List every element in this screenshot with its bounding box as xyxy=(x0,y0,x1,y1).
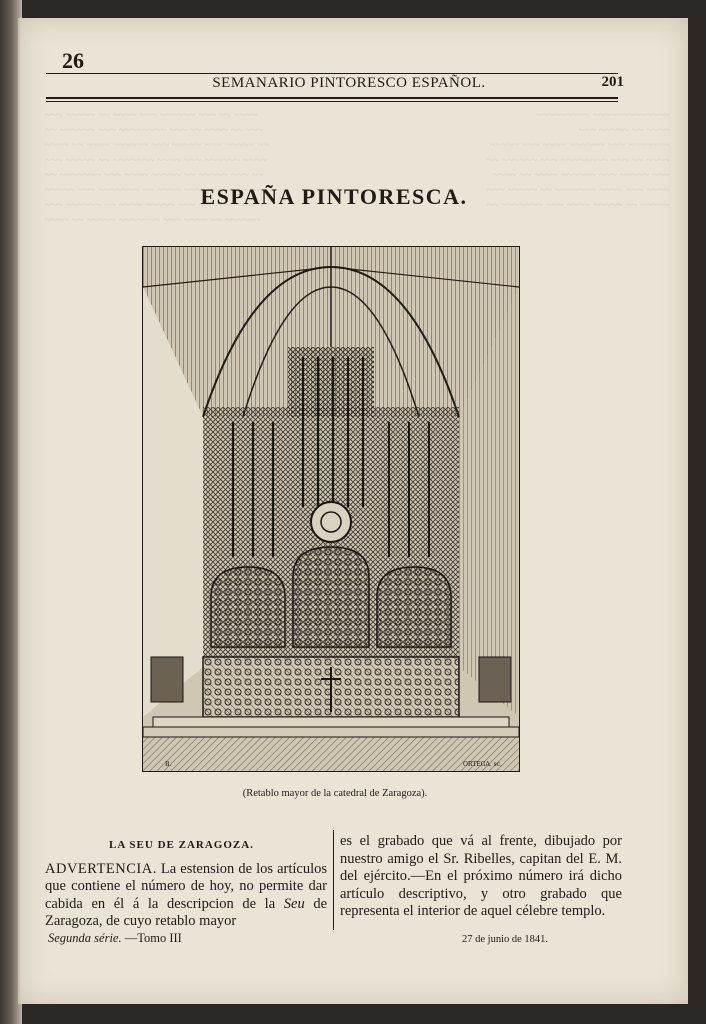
header-rule-top xyxy=(46,73,618,74)
article-column-left xyxy=(45,833,327,931)
article-title: LA SEU DE ZARAGOZA. xyxy=(109,839,254,851)
header-rule-thick xyxy=(46,97,618,99)
show-through-text-right: ~~~~~~~~~ ~~~~~~~~~~~~~ ~~~ ~~~~~ ~~ ~~~~ ~~~~~ ~~~ ~~~~ ~~~~~~ ~~~ ~~~~~~~ ~~ ~~~~~~ ~~~ ~~~~~~~~ ~~~ ~~ ~~~~ ~~~~ ~~ ~~~~ ~~~~~~ ~~~ ~~~~~ ~~~ ~~~ ~~~~~ ~~ ~~~~~~~ ~~~~ ~~~ ~~~~ ~~ ~~~~~~~ ~~~ ~~~~ ~~~~~ ~~ ~~~~~ xyxy=(486,109,670,211)
series-label: Segunda série. xyxy=(48,931,122,945)
volume-label: —Tomo III xyxy=(124,931,182,945)
engraving-caption: (Retablo mayor de la catedral de Zaragoza). xyxy=(242,788,428,799)
series-volume xyxy=(48,931,182,946)
article-paragraph-left xyxy=(45,861,327,931)
section-title: ESPAÑA PINTORESCA. xyxy=(200,184,468,209)
column-divider xyxy=(333,830,334,930)
running-title: SEMANARIO PINTORESCO ESPAÑOL. xyxy=(212,75,486,91)
issue-date: 27 de junio de 1841. xyxy=(462,934,549,945)
header-rule-thin xyxy=(46,101,618,102)
engraver-signature-left: B. xyxy=(165,761,172,768)
show-through-text-left: ~~~ ~~~~~ ~~ ~~~~ ~~~ ~~~~~~ ~~~ ~~ ~~~~ ~~ ~~~~~~ ~~~ ~~~~~~~~ ~~~ ~~ ~~~~ ~~ ~~~ ~~~~ ~~ ~~~~ ~~~~~~ ~~~ ~~~~~ ~~~ ~~~~~ ~~ ~~~ ~~~~~ ~~ ~~~~~~~ ~~~~ ~~~ ~~~~~~ ~~~~ ~~ ~~~~~~~ ~~~ ~~~~ ~~~~~ ~~ ~~~~~ ~~~ ~~ ~~~~~ ~~~ ~~~~~~~ ~~ ~~~~ ~~~~~~ ~~ ~~~~ ~~~ ~~~~~~ ~~ ~~~~ ~~~~~ ~~~ ~~~~ ~~~~~ ~ ~~~~ ~~ ~~~~~ ~~~~~~~ ~~~ ~~~~ ~~ ~~~~~~ xyxy=(45,109,270,226)
page-number-left: 26 xyxy=(62,48,84,73)
lead-word: ADVERTENCIA. xyxy=(45,860,157,877)
page-number-right: 201 xyxy=(601,74,624,90)
altarpiece-engraving xyxy=(142,246,520,772)
paragraph-text-start: La estension de los artículos que contiene el número de hoy, no permite dar cabida en él á la descripcion de la xyxy=(45,860,327,912)
paragraph-text-end: de Zaragoza, de cuyo retablo mayor xyxy=(45,895,328,929)
magazine-page xyxy=(18,18,688,1004)
engraver-signature-right: ORTEGA. sc. xyxy=(463,761,502,768)
article-column-right xyxy=(340,833,622,921)
article-paragraph-right: es el grabado que vá al frente, dibujado por nuestro amigo el Sr. Ribelles, capitan del E. M. del ejército.—En el próximo número irá dicho artículo descriptivo, y otro grabado que representa el interior de aquel célebre templo. xyxy=(340,833,622,919)
seu-word: Seu xyxy=(283,895,305,912)
